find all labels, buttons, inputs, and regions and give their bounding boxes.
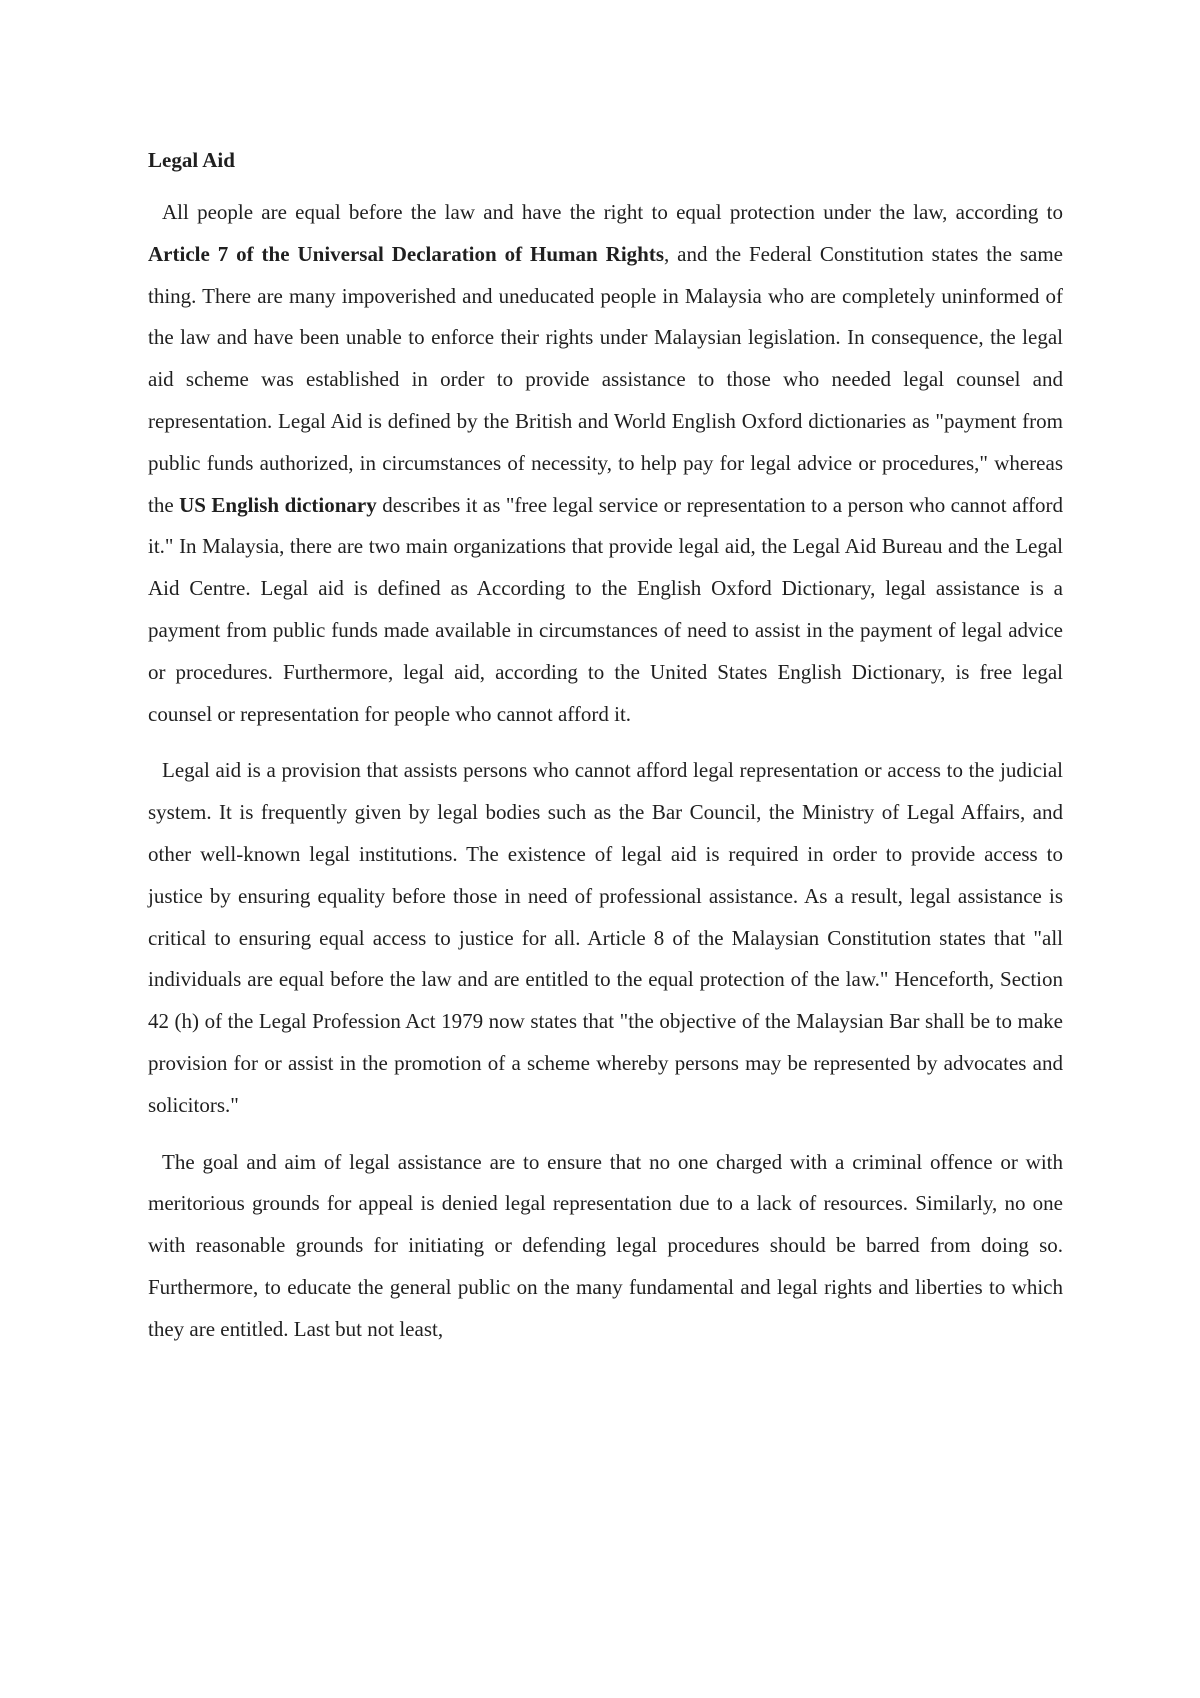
paragraph-3: The goal and aim of legal assistance are to ensure that no one charged with a criminal offence or with meritorious grounds for appeal is denied legal representation due to a lack of resources. Similarly, no one with reasonable grounds for initiating or defending legal procedures should be barred from doing so. Furthermore, to educate the general public on the many fundamental and legal rights and liberties to which they are entitled. Last but not least, xyxy=(148,1149,1063,1341)
paragraph-1-text-c: describes it as "free legal service or representation to a person who cannot afford it." In Malaysia, there are two main organizations that provide legal aid, the Legal Aid Bureau and the Legal Aid Centre. Legal aid is defined as According to the English Oxford Dictionary, legal assistance is a payment from public funds made available in circumstances of need to assist in the payment of legal advice or procedures. Furthermore, legal aid, according to the United States English Dictionary, is free legal counsel or representation for people who cannot afford it. xyxy=(148,492,1063,726)
us-english-dictionary-reference: US English dictionary xyxy=(179,492,377,517)
udhr-article-reference: Article 7 of the Universal Declaration of Human Rights xyxy=(148,241,664,266)
paragraph-1-text-b: , and the Federal Constitution states the same thing. There are many impoverished and uneducated people in Malaysia who are completely uninformed of the law and have been unable to enforce their rights under Malaysian legislation. In consequence, the legal aid scheme was established in order to provide assistance to those who needed legal counsel and representation. Legal Aid is defined by the British and World English Oxford dictionaries as "payment from public funds authorized, in circumstances of necessity, to help pay for legal advice or procedures," whereas the xyxy=(148,241,1063,517)
paragraph-2: Legal aid is a provision that assists persons who cannot afford legal representation or access to the judicial system. It is frequently given by legal bodies such as the Bar Council, the Ministry of Legal Affairs, and other well-known legal institutions. The existence of legal aid is required in order to provide access to justice by ensuring equality before those in need of professional assistance. As a result, legal assistance is critical to ensuring equal access to justice for all. Article 8 of the Malaysian Constitution states that "all individuals are equal before the law and are entitled to the equal protection of the law." Henceforth, Section 42 (h) of the Legal Profession Act 1979 now states that "the objective of the Malaysian Bar shall be to make provision for or assist in the promotion of a scheme whereby persons may be represented by advocates and solicitors." xyxy=(148,758,1063,1117)
document-title: Legal Aid xyxy=(148,148,235,172)
paragraph-1-text-a: All people are equal before the law and have the right to equal protection under the law, according to xyxy=(162,200,1063,224)
document-page xyxy=(148,146,1063,1351)
paragraph-1 xyxy=(148,192,1063,735)
